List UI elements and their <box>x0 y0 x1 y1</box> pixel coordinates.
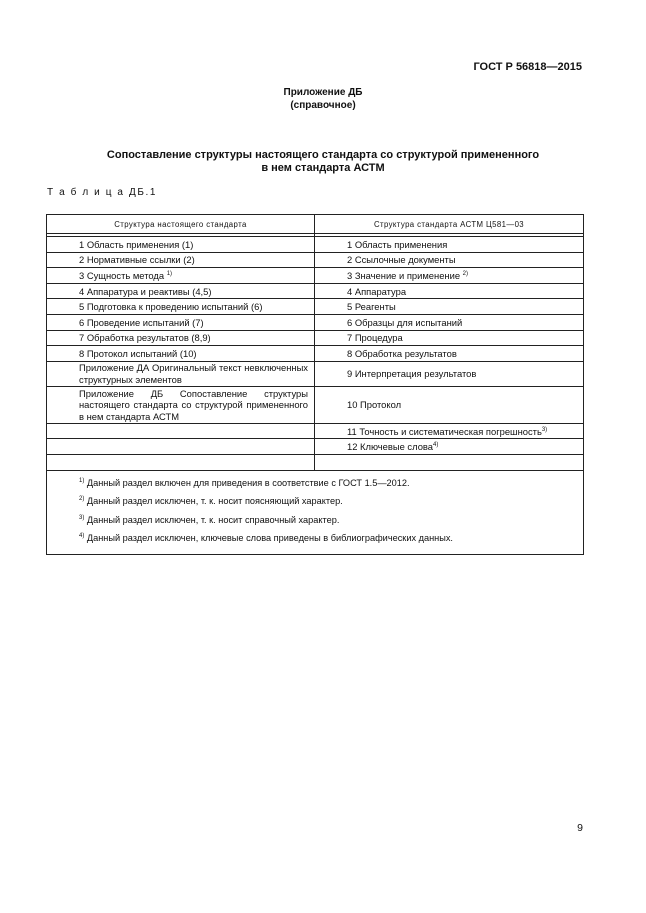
cell-left: 4 Аппаратура и реактивы (4,5) <box>47 283 315 299</box>
cell-right: 12 Ключевые слова$^{4)}$ <box>315 439 584 455</box>
cell-right: 6 Образцы для испытаний <box>315 314 584 330</box>
table-row <box>47 268 584 284</box>
footnote: $^{1)}$ Данный раздел включен для приведения в соответствие с ГОСТ 1.5—2012. <box>79 477 410 488</box>
table-notes-row <box>47 470 584 554</box>
cell-right: 5 Реагенты <box>315 299 584 315</box>
cell-right <box>315 454 584 470</box>
comparison-table <box>46 214 584 555</box>
document-code: ГОСТ Р 56818—2015 <box>473 61 582 73</box>
cell-left: 5 Подготовка к проведению испытаний (6) <box>47 299 315 315</box>
cell-left <box>47 439 315 455</box>
table-row <box>47 454 584 470</box>
cell-right: 7 Процедура <box>315 330 584 346</box>
cell-right: 1 Область применения <box>315 237 584 253</box>
footnote: $^{2)}$ Данный раздел исключен, т. к. носит поясняющий характер. <box>79 496 343 507</box>
cell-right: 11 Точность и систематическая погрешность$^{3)}$ <box>315 423 584 439</box>
footnote: $^{3)}$ Данный раздел исключен, т. к. носит справочный характер. <box>79 514 340 525</box>
cell-left <box>47 423 315 439</box>
cell-right: 2 Ссылочные документы <box>315 252 584 268</box>
footnote-ref: 1) <box>166 270 173 277</box>
cell-right: 9 Интерпретация результатов <box>315 361 584 386</box>
table-row <box>47 346 584 362</box>
section-title-line2: в нем стандарта АСТМ <box>261 162 385 174</box>
section-title-line1: Сопоставление структуры настоящего стандарта со структурой примененного <box>106 149 540 161</box>
table-row <box>47 252 584 268</box>
table-notes <box>47 470 584 554</box>
table-row <box>47 361 584 386</box>
table-row <box>47 314 584 330</box>
footnote-ref: 4) <box>433 442 439 449</box>
cell-left <box>47 454 315 470</box>
cell-left: Приложение ДА Оригинальный текст невключенных структурных элементов <box>47 361 315 386</box>
cell-right: 8 Обработка результатов <box>315 346 584 362</box>
cell-right: 10 Протокол <box>315 386 584 423</box>
cell-left: 8 Протокол испытаний (10) <box>47 346 315 362</box>
cell-left: 1 Область применения (1) <box>47 237 315 253</box>
table-row <box>47 423 584 439</box>
table-row <box>47 330 584 346</box>
table-row <box>47 299 584 315</box>
table-row <box>47 237 584 253</box>
table-row <box>47 283 584 299</box>
column-header-left: Структура настоящего стандарта <box>47 215 315 234</box>
cell-right: 3 Значение и применение $^{2)}$ <box>315 268 584 284</box>
cell-left: 7 Обработка результатов (8,9) <box>47 330 315 346</box>
column-header-right: Структура стандарта АСТМ Ц581—03 <box>315 215 584 234</box>
table-caption: Т а б л и ц а ДБ.1 <box>47 187 158 198</box>
cell-left: 6 Проведение испытаний (7) <box>47 314 315 330</box>
section-title <box>60 149 586 175</box>
page-number: 9 <box>577 822 583 834</box>
table-row <box>47 386 584 423</box>
appendix-title: Приложение ДБ <box>283 87 363 98</box>
cell-left: 2 Нормативные ссылки (2) <box>47 252 315 268</box>
table-header-row <box>47 215 584 234</box>
footnote-ref: 2) <box>462 270 468 277</box>
appendix-subtitle: (справочное) <box>290 100 356 111</box>
cell-left: Приложение ДБ Сопоставление структуры настоящего стандарта со структурой примененного в нем стандарта АСТМ <box>47 386 315 423</box>
cell-left: 3 Сущность метода $^{1)}$ <box>47 268 315 284</box>
footnote: $^{4)}$ Данный раздел исключен, ключевые слова приведены в библиографических данных. <box>79 533 453 544</box>
footnote-ref: 3) <box>541 426 548 433</box>
cell-right: 4 Аппаратура <box>315 283 584 299</box>
table-row <box>47 439 584 455</box>
appendix-heading <box>0 86 646 112</box>
